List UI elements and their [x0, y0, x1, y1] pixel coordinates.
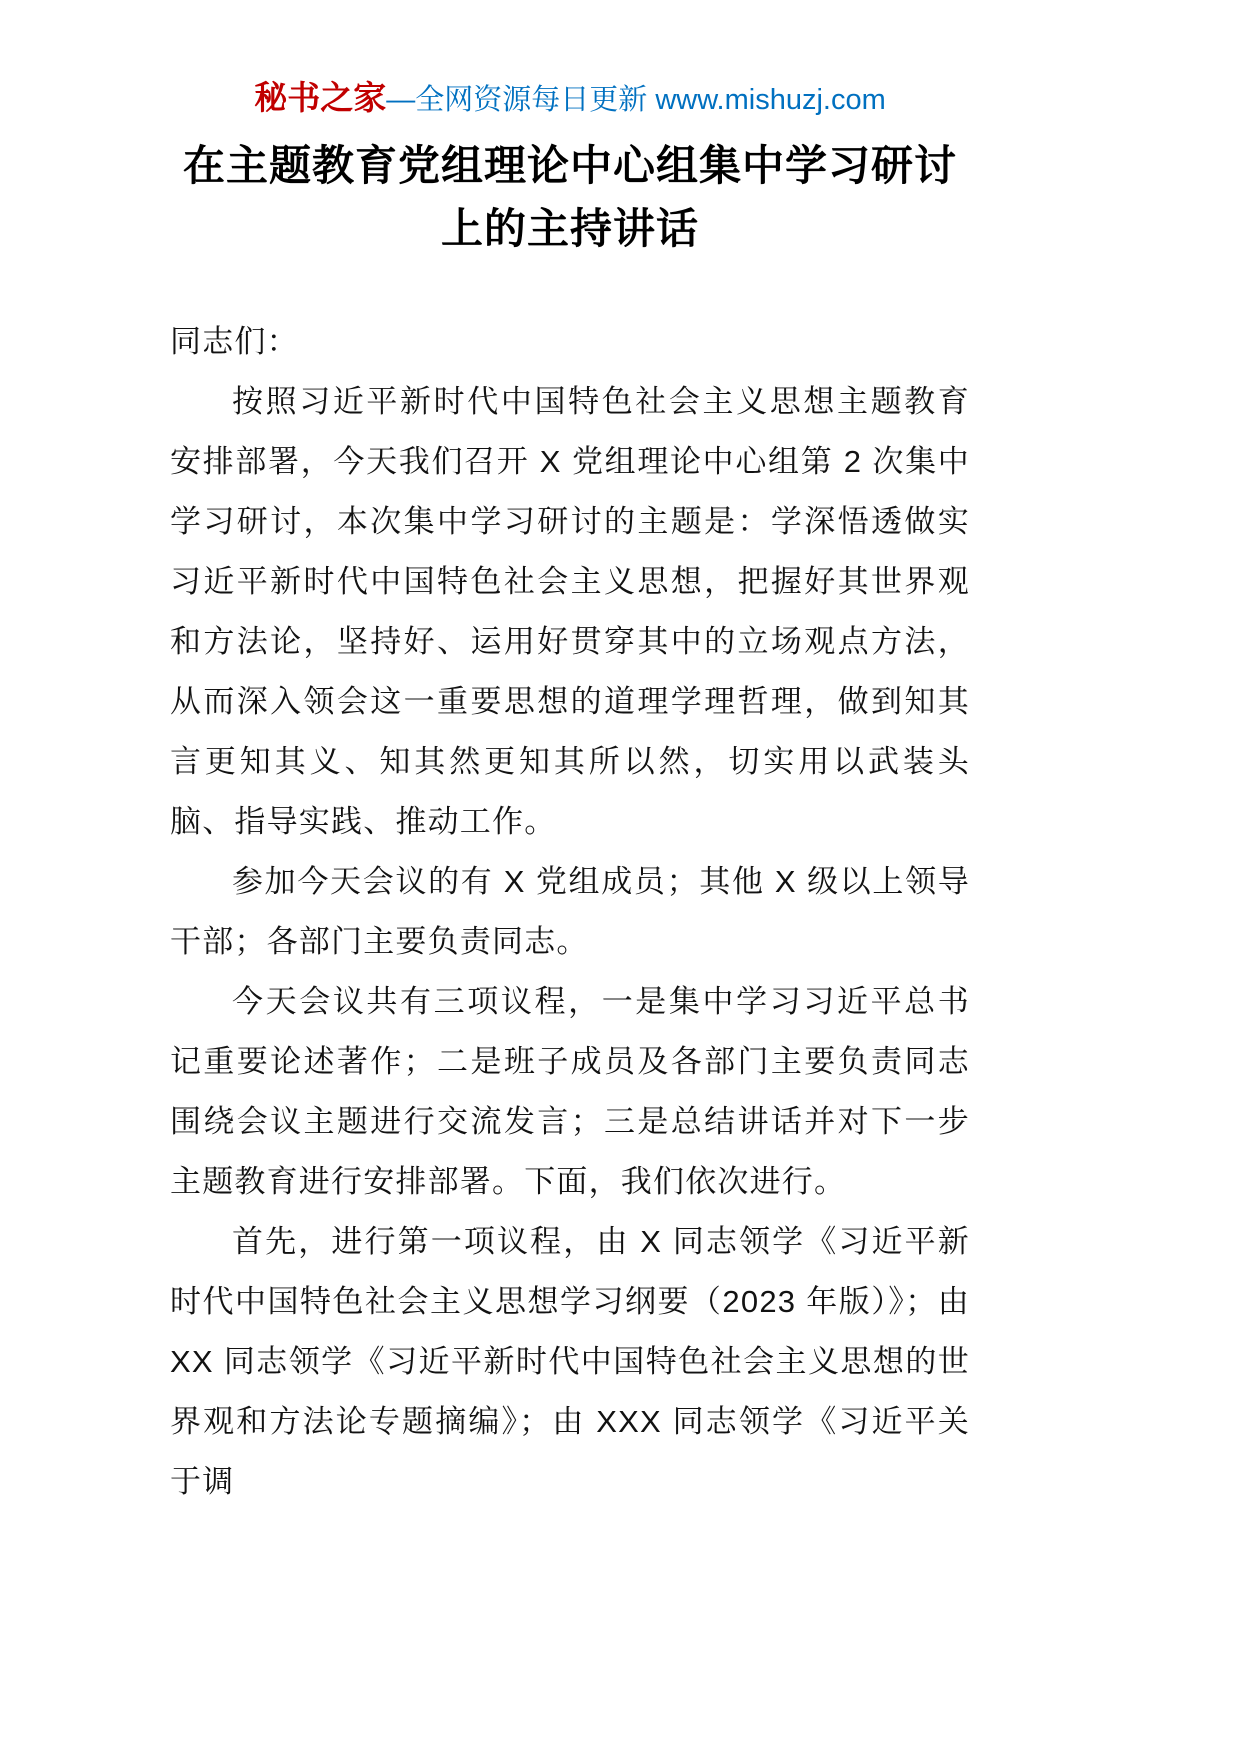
paragraph-agenda: 今天会议共有三项议程，一是集中学习习近平总书记重要论述著作；二是班子成员及各部门主要负责同志围绕会议主题进行交流发言；三是总结讲话并对下一步主题教育进行安排部署。下面，我们依次进行。 [170, 984, 970, 1199]
brand-name: 秘书之家 [254, 79, 387, 116]
paragraph-meeting-theme: 按照习近平新时代中国特色社会主义思想主题教育安排部署，今天我们召开 X 党组理论中心组第 2 次集中学习研讨，本次集中学习研讨的主题是：学深悟透做实习近平新时代中国特色社会主义思想，把握好其世界观和方法论，坚持好、运用好贯穿其中的立场观点方法，从而深入领会这一重要思想的道理学理哲理，做到知其言更知其义、知其然更知其所以然，切实用以武装头脑、指导实践、推动工作。 [170, 384, 970, 839]
paragraph-first-item: 首先，进行第一项议程，由 X 同志领学《习近平新时代中国特色社会主义思想学习纲要（2023 年版）》；由 XX 同志领学《习近平新时代中国特色社会主义思想的世界观和方法论专题摘编》；由 XXX 同志领学《习近平关于调 [170, 1224, 970, 1499]
header-tagline: —全网资源每日更新 [386, 84, 656, 116]
paragraph-attendees: 参加今天会议的有 X 党组成员；其他 X 级以上领导干部；各部门主要负责同志。 [170, 864, 970, 959]
watermark-header [170, 78, 970, 120]
site-url-link[interactable]: www.mishuzj.com [655, 84, 886, 116]
document-body [170, 312, 970, 1512]
document-title: 在主题教育党组理论中心组集中学习研讨上的主持讲话 [182, 142, 957, 252]
paragraph-salutation: 同志们： [170, 324, 299, 359]
